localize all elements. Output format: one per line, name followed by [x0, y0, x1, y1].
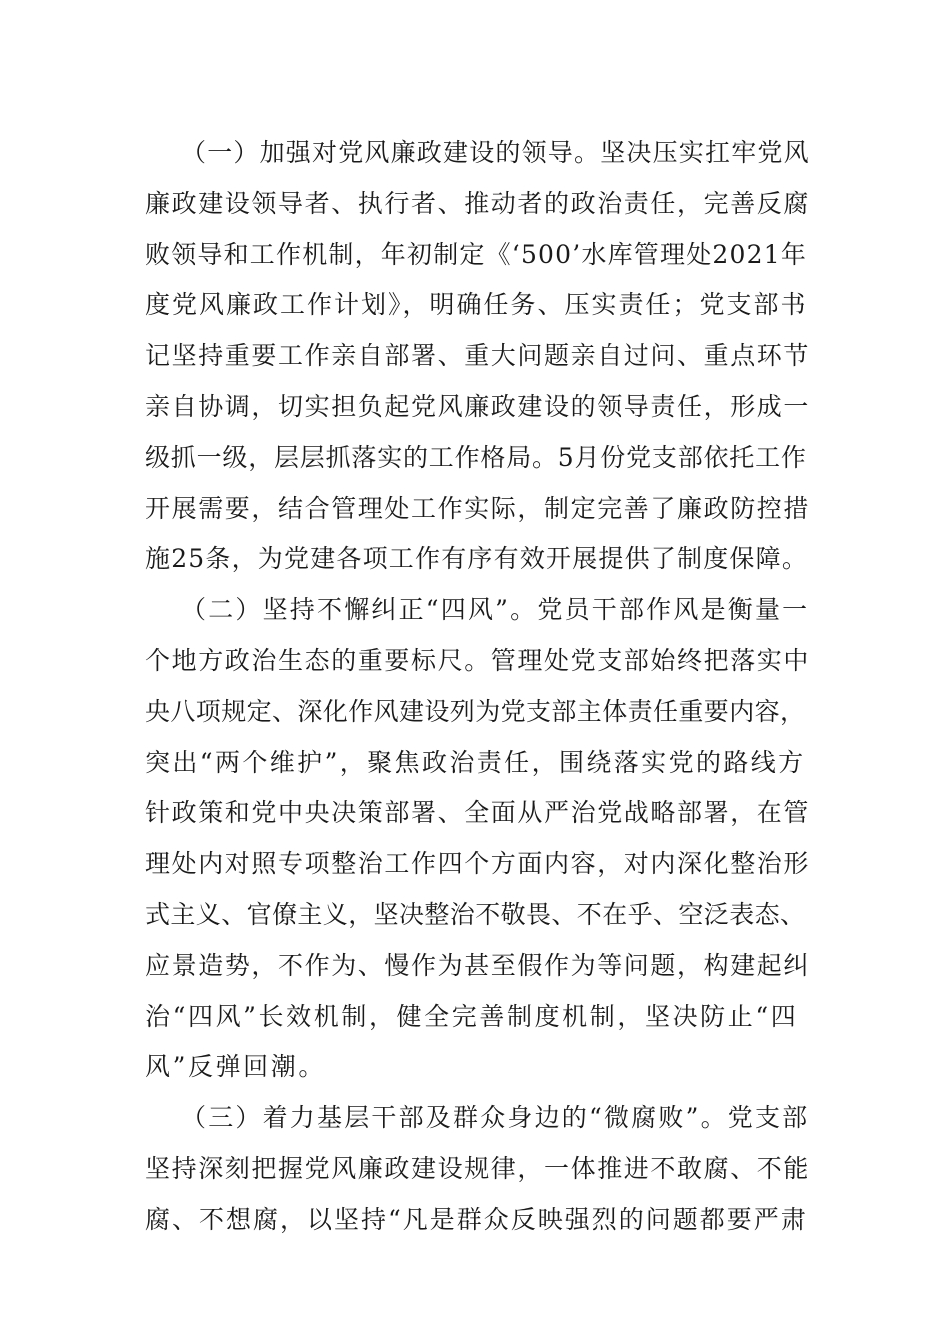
paragraph-1-line-6: 亲自协调，切实担负起党风廉政建设的领导责任，形成一	[145, 391, 811, 421]
paragraph-1-line-1: （一）加强对党风廉政建设的领导。坚决压实扛牢党风	[181, 138, 810, 167]
paragraph-3-line-1: （三）着力基层干部及群众身边的“微腐败”。党支部	[181, 1103, 810, 1133]
paragraph-1-line-8: 开展需要，结合管理处工作实际，制定完善了廉政防控措	[145, 493, 811, 523]
paragraph-2-line-6: 理处内对照专项整治工作四个方面内容，对内深化整治形	[145, 849, 811, 879]
paragraph-1-line-2: 廉政建设领导者、执行者、推动者的政治责任，完善反腐	[145, 188, 811, 218]
paragraph-1-line-7: 级抓一级，层层抓落实的工作格局。5月份党支部依托工作	[145, 442, 807, 472]
paragraph-1-line-3: 败领导和工作机制，年初制定《‘500’水库管理处2021年	[145, 239, 808, 269]
paragraph-2-line-4: 突出“两个维护”，聚焦政治责任，围绕落实党的路线方	[145, 747, 806, 777]
paragraph-3-line-3: 腐、不想腐，以坚持“凡是群众反映强烈的问题都要严肃	[145, 1204, 808, 1234]
paragraph-2-line-9: 治“四风”长效机制，健全完善制度机制，坚决防止“四	[145, 1001, 799, 1031]
paragraph-2-line-3: 央八项规定、深化作风建设列为党支部主体责任重要内容，	[145, 696, 806, 726]
paragraph-2-line-1: （二）坚持不懈纠正“四风”。党员干部作风是衡量一	[181, 595, 810, 625]
document-body	[145, 128, 810, 1246]
paragraph-1-line-9: 施25条，为党建各项工作有序有效开展提供了制度保障。	[145, 544, 809, 574]
paragraph-1-line-4: 度党风廉政工作计划》，明确任务、压实责任；党支部书	[145, 290, 808, 320]
paragraph-2-line-8: 应景造势，不作为、慢作为甚至假作为等问题，构建起纠	[145, 950, 811, 980]
paragraph-1-line-5: 记坚持重要工作亲自部署、重大问题亲自过问、重点环节	[145, 341, 811, 371]
paragraph-2-line-5: 针政策和党中央决策部署、全面从严治党战略部署，在管	[145, 798, 811, 828]
paragraph-3-line-2: 坚持深刻把握党风廉政建设规律，一体推进不敢腐、不能	[145, 1153, 811, 1183]
paragraph-2-line-10: 风”反弹回潮。	[145, 1052, 326, 1082]
paragraph-2-line-2: 个地方政治生态的重要标尺。管理处党支部始终把落实中	[145, 645, 811, 675]
paragraph-2-line-7: 式主义、官僚主义，坚决整治不敬畏、不在乎、空泛表态、	[145, 899, 806, 929]
